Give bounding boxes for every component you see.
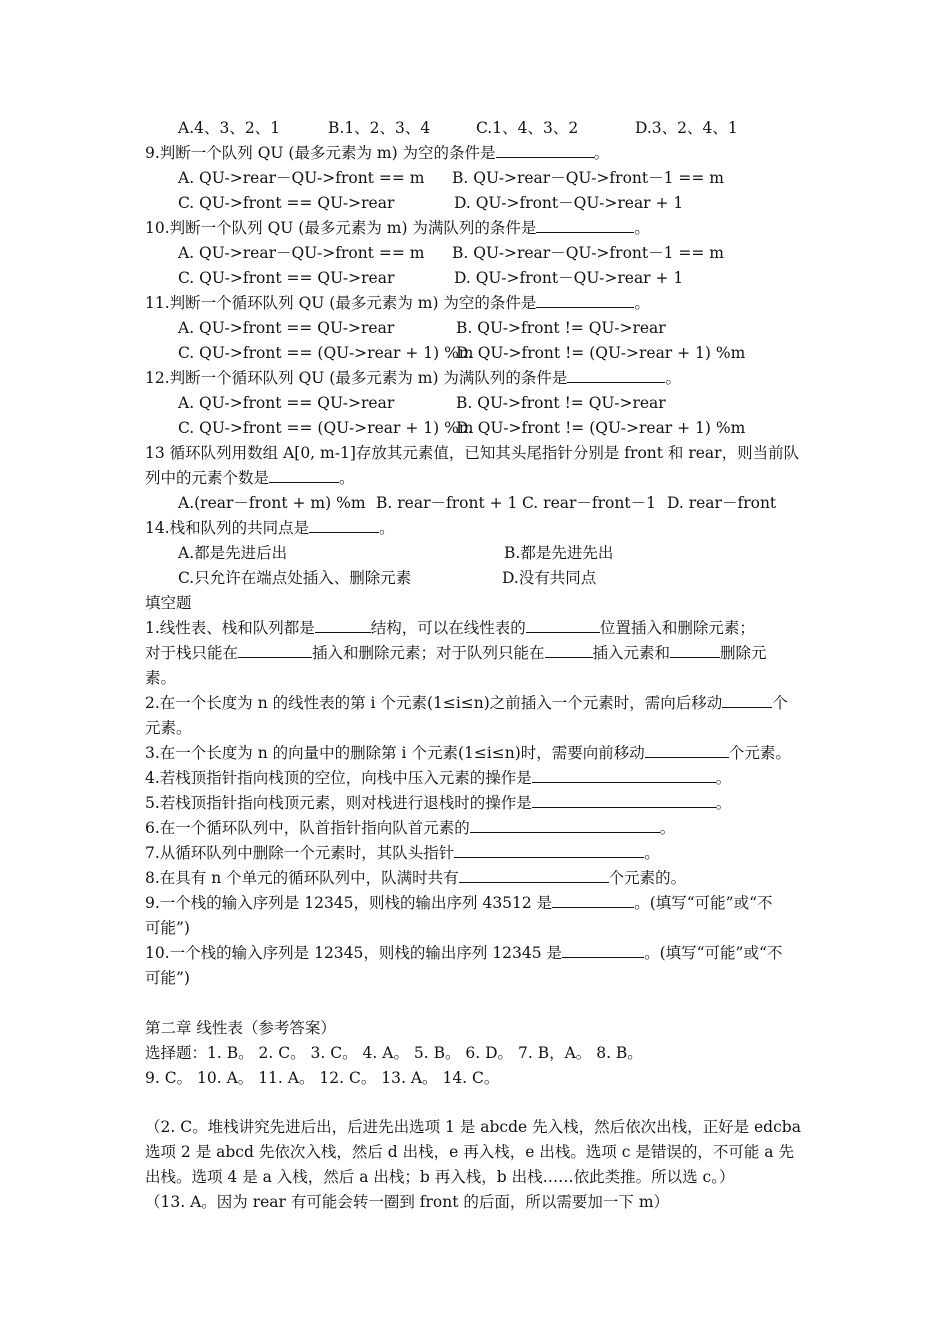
fill-10-line2: 可能”) [145,969,190,987]
text: 9.一个栈的输入序列是 12345，则栈的输出序列 43512 是 [145,894,553,912]
answer-blank [545,642,593,658]
option-c: C. QU->front == QU->rear [178,194,395,212]
option-d: D. QU->front－QU->rear + 1 [454,269,684,287]
text: 8.在具有 n 个单元的循环队列中，队满时共有 [145,869,459,887]
option-d: D. QU->front != (QU->rear + 1) %m [456,419,746,437]
question-end: 。 [593,144,610,162]
question-10 [145,217,650,239]
q13-options [178,492,777,514]
question-end: 。 [339,469,355,487]
option-a: A. QU->rear－QU->front == m [178,244,425,262]
answer-blank [454,842,644,858]
answer-blank [722,692,772,708]
text: 6.在一个循环队列中，队首指针指向队首元素的 [145,819,470,837]
text: 。 [659,819,676,837]
text: 插入元素和 [592,644,671,662]
text: 。 [644,844,660,862]
q12-options-row2 [178,417,746,439]
section-heading-fill-in: 填空题 [145,594,192,612]
fill-3 [145,742,791,764]
answer-blank [269,467,339,483]
answer-blank [567,367,665,383]
option-a: A.4、3、2、1 [178,119,281,137]
question-end: 。 [379,519,395,537]
option-c: C. QU->front == QU->rear [178,269,395,287]
question-12 [145,367,681,389]
answer-blank [536,217,634,233]
text: 。 [715,769,732,787]
text: 位置插入和删除元素； [599,619,755,637]
answer-note-2-line3: 出栈。选项 4 是 a 入栈，然后 a 出栈；b 再入栈，b 出栈……依此类推。所以选 c。） [145,1168,735,1186]
option-b: B. QU->front != QU->rear [456,394,666,412]
option-b: B.1、2、3、4 [328,119,431,137]
answer-note-13: （13. A。因为 rear 有可能会转一圈到 front 的后面，所以需要加一下 m） [145,1193,670,1211]
fill-6 [145,817,675,839]
answer-blank [532,792,716,808]
question-stem: 12.判断一个循环队列 QU (最多元素为 m) 为满队列的条件是 [145,369,568,387]
text: 5.若栈顶指针指向栈顶元素，则对栈进行退栈时的操作是 [145,794,532,812]
fill-4 [145,767,731,789]
q12-options-row1 [178,392,666,414]
option-c: C. QU->front == (QU->rear + 1) %m [178,419,474,437]
option-a: A. QU->front == QU->rear [178,319,395,337]
question-stem: 10.判断一个队列 QU (最多元素为 m) 为满队列的条件是 [145,219,537,237]
option-b: B.都是先进先出 [504,544,614,562]
fill-9-line2: 可能”) [145,919,190,937]
answer-blank [459,867,609,883]
q11-options-row1 [178,317,666,339]
question-14 [145,517,395,539]
q9-options-row1 [178,167,724,189]
answer-blank [309,517,379,533]
text: 结构，可以在线性表的 [370,619,526,637]
answer-blank [645,742,729,758]
option-d: D. QU->front－QU->rear + 1 [454,194,684,212]
question-stem: 11.判断一个循环队列 QU (最多元素为 m) 为空的条件是 [145,294,537,312]
question-stem: 9.判断一个队列 QU (最多元素为 m) 为空的条件是 [145,144,496,162]
option-b: B. QU->rear－QU->front－1 == m [452,244,724,262]
fill-1-line2 [145,642,767,664]
text: 。 [715,794,732,812]
fill-7 [145,842,660,864]
answer-blank [536,292,634,308]
question-end: 。 [634,294,650,312]
question-13-line2 [145,467,355,489]
fill-1-line1 [145,617,755,639]
answers-row-1: 选择题：1. B。 2. C。 3. C。 4. A。 5. B。 6. D。 7. B，A。 8. B。 [145,1044,643,1062]
fill-8 [145,867,686,889]
option-c: C. rear－front－1 [522,494,656,512]
option-c: C.只允许在端点处插入、删除元素 [178,569,412,587]
q14-options-row2 [178,567,597,589]
q9-options-row2 [178,192,684,214]
text: 4.若栈顶指针指向栈顶的空位，向栈中压入元素的操作是 [145,769,532,787]
option-d: D. rear－front [667,494,777,512]
text: 1.线性表、栈和队列都是 [145,619,315,637]
option-b: B. QU->front != QU->rear [456,319,666,337]
option-a: A.都是先进后出 [178,544,288,562]
q11-options-row2 [178,342,746,364]
question-9 [145,142,609,164]
text: 2.在一个长度为 n 的线性表的第 i 个元素(1≤i≤n)之前插入一个元素时，需向后移动 [145,694,723,712]
answer-blank [552,892,634,908]
text: 个 [772,694,788,712]
answer-blank [470,817,660,833]
fill-5 [145,792,731,814]
answers-row-2: 9. C。 10. A。 11. A。 12. C。 13. A。 14. C。 [145,1069,500,1087]
answer-blank [238,642,312,658]
fill-2-line1 [145,692,788,714]
answer-blank [670,642,720,658]
option-a: A. QU->rear－QU->front == m [178,169,425,187]
fill-2-line2: 元素。 [145,719,192,737]
question-11 [145,292,650,314]
option-b: B. rear－front + 1 [376,494,518,512]
question-stem: 14.栈和队列的共同点是 [145,519,310,537]
question-13-line1: 13 循环队列用数组 A[0, m-1]存放其元素值，已知其头尾指针分别是 front 和 rear，则当前队 [145,444,800,462]
option-d: D.没有共同点 [502,569,597,587]
answer-blank [532,767,716,783]
text: 个元素。 [728,744,791,762]
text: 个元素的。 [608,869,687,887]
fill-10-line1 [145,942,782,964]
text: 。(填写“可能”或“不 [634,894,773,912]
text: 。(填写“可能”或“不 [644,944,783,962]
question-end: 。 [665,369,681,387]
text: 删除元 [720,644,767,662]
answer-blank [496,142,594,158]
q10-options-row1 [178,242,724,264]
text: 3.在一个长度为 n 的向量中的删除第 i 个元素(1≤i≤n)时，需要向前移动 [145,744,645,762]
option-b: B. QU->rear－QU->front－1 == m [452,169,724,187]
answer-blank [562,942,644,958]
text: 对于栈只能在 [145,644,239,662]
option-d: D. QU->front != (QU->rear + 1) %m [456,344,746,362]
option-c: C.1、4、3、2 [476,119,579,137]
option-d: D.3、2、4、1 [635,119,738,137]
answer-note-2-line1: （2. C。堆栈讲究先进后出，后进先出选项 1 是 abcde 先入栈，然后依次出栈，正好是 edcba [145,1118,801,1136]
answer-blank [526,617,600,633]
option-c: C. QU->front == (QU->rear + 1) %m [178,344,474,362]
question-stem: 列中的元素个数是 [145,469,270,487]
text: 10.一个栈的输入序列是 12345，则栈的输出序列 12345 是 [145,944,563,962]
text: 插入和删除元素；对于队列只能在 [312,644,545,662]
fill-1-line3: 素。 [145,669,177,687]
text: 7.从循环队列中删除一个元素时，其队头指针 [145,844,455,862]
answer-blank [315,617,371,633]
fill-9-line1 [145,892,773,914]
answers-title: 第二章 线性表（参考答案） [145,1019,336,1037]
q10-options-row2 [178,267,684,289]
option-a: A. QU->front == QU->rear [178,394,395,412]
q14-options-row1 [178,542,614,564]
option-a: A.(rear－front + m) %m [178,494,366,512]
question-end: 。 [634,219,650,237]
answer-note-2-line2: 选项 2 是 abcd 先依次入栈，然后 d 出栈，e 再入栈，e 出栈。选项 c 是错误的，不可能 a 先 [145,1143,794,1161]
